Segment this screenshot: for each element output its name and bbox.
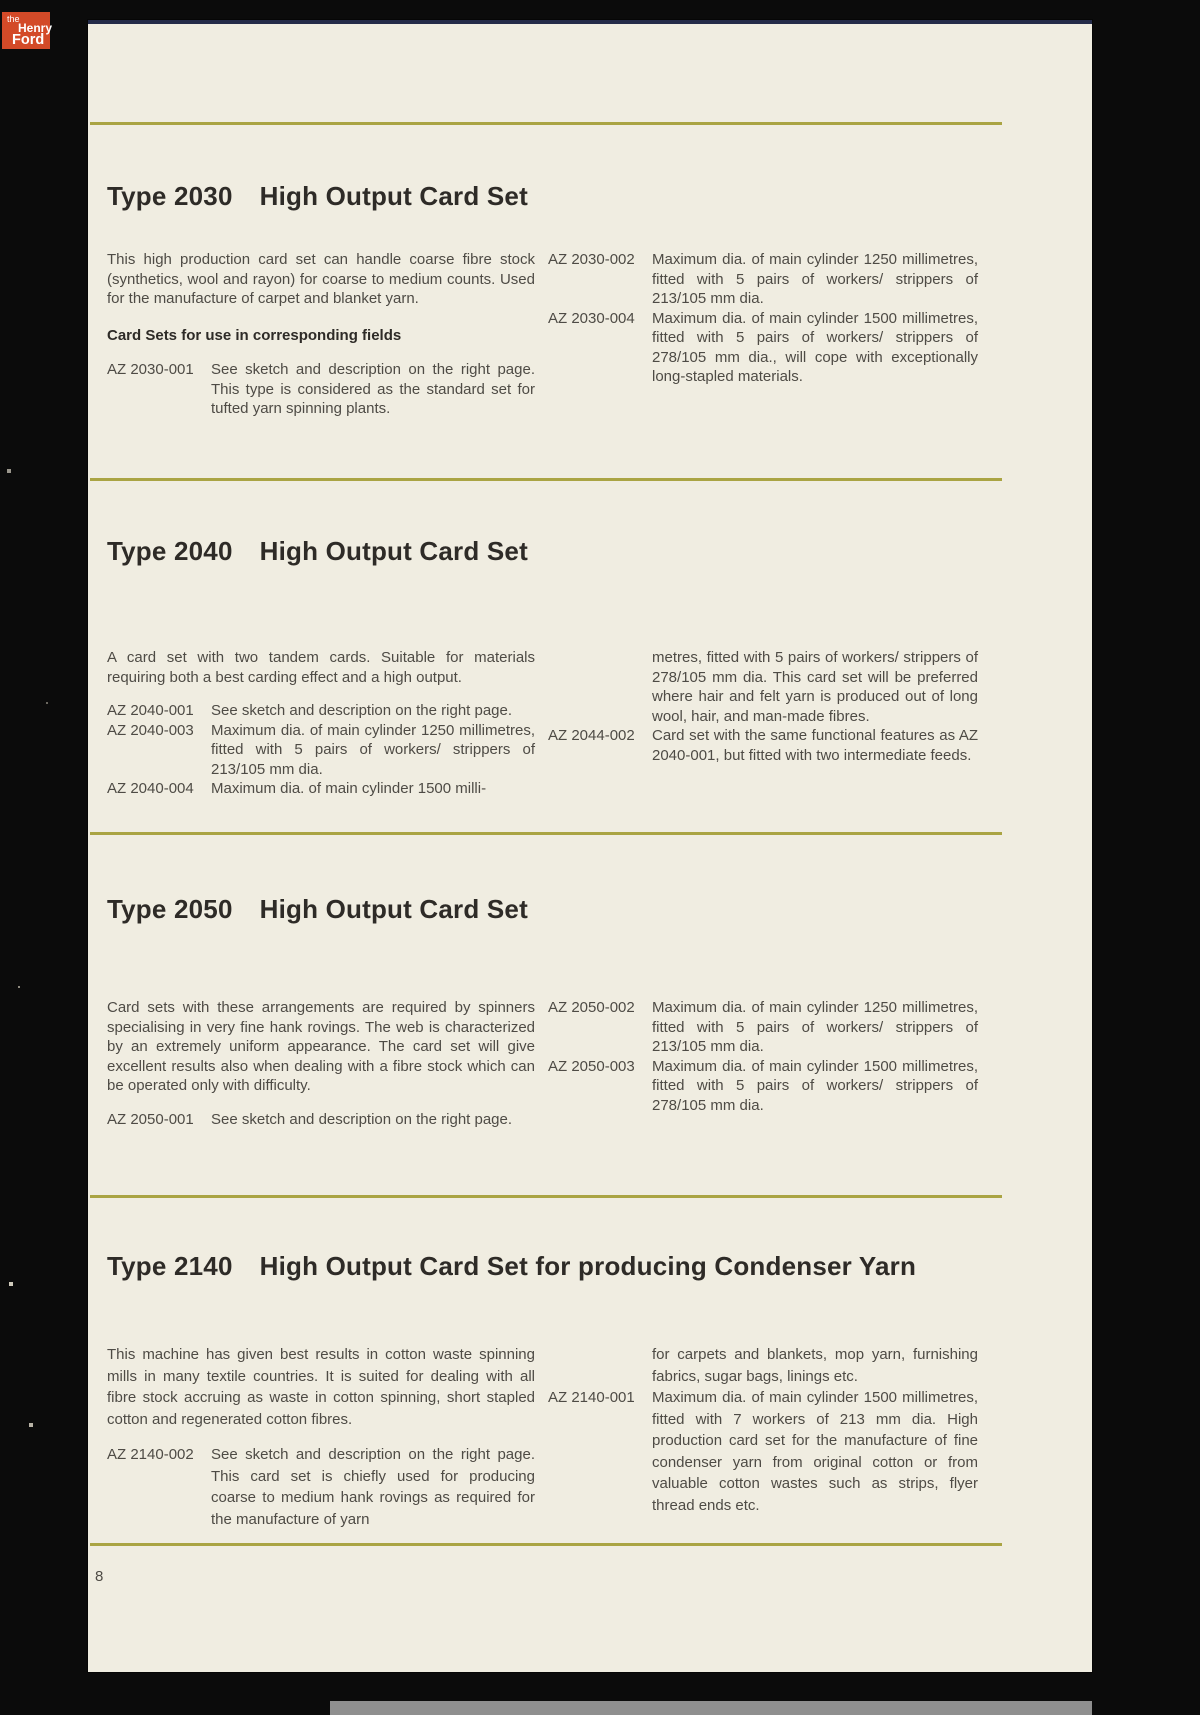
model-number: AZ 2030-001 [107,361,194,378]
logo-text-ford: Ford [12,32,45,48]
model-entry [548,309,978,387]
right-column [548,250,978,419]
section-heading [107,894,1000,924]
subheading: Card Sets for use in corresponding fields [107,326,402,344]
model-description: See sketch and description on the right page. This type is considered as the standard set for tufted yarn spinning plants. [211,361,535,417]
section-divider-rule [90,478,1002,481]
model-entry [548,1057,978,1116]
section-columns [107,1344,978,1530]
model-entry [107,1110,535,1130]
model-number: AZ 2050-002 [548,999,635,1016]
continued-text: metres, fitted with 5 pairs of workers/ strippers of 278/105 mm dia. This card set will be preferred where hair and felt yarn is produced out of long wool, hair, and man-made fibres. [652,649,978,725]
section-title: High Output Card Set [259,181,528,211]
model-entry [548,998,978,1057]
right-column [548,648,978,799]
model-number: AZ 2050-003 [548,1057,635,1075]
model-description: See sketch and description on the right page. This card set is chiefly used for producing coarse to medium hank rovings as required for the manufacture of yarn [211,1446,535,1528]
left-column [107,648,535,799]
scan-dust-specks [0,0,2,2]
model-description: Maximum dia. of main cylinder 1500 millimetres, fitted with 5 pairs of workers/ strippers of 278/105 mm dia. [652,1057,978,1114]
model-number: AZ 2140-001 [548,1389,635,1406]
model-description: Card set with the same functional features as AZ 2040-001, but fitted with two intermediate feeds. [652,727,978,764]
henry-ford-logo [2,12,53,49]
section-type-number: Type 2030 [107,181,233,211]
model-description: Maximum dia. of main cylinder 1250 millimetres, fitted with 5 pairs of workers/ strippers of 213/105 mm dia. [652,251,978,307]
model-description: Maximum dia. of main cylinder 1500 millimetres, fitted with 5 pairs of workers/ strippers of 278/105 mm dia., will cope with exceptionally long-stapled materials. [652,309,978,385]
model-entry [107,779,535,799]
model-description: Maximum dia. of main cylinder 1250 millimetres, fitted with 5 pairs of workers/ strippers of 213/105 mm dia. [211,721,535,778]
model-entry [548,250,978,309]
model-description: Maximum dia. of main cylinder 1500 millimetres, fitted with 7 workers of 213 mm dia. High production card set for the manufacture of fine condenser yarn from original cotton or from valuable cotton wastes such as strips, flyer thread ends etc. [652,1389,978,1514]
section-columns [107,998,978,1129]
model-entry [548,1387,978,1516]
section-divider-rule [90,1543,1002,1546]
right-column [548,998,978,1129]
model-number: AZ 2030-002 [548,251,635,268]
model-description: See sketch and description on the right page. [211,1110,513,1128]
left-column [107,998,535,1129]
logo-text-henry: Henry [18,21,53,35]
right-column [548,1344,978,1530]
section-type-number: Type 2050 [107,894,233,924]
continued-text: for carpets and blankets, mop yarn, furnishing fabrics, sugar bags, linings etc. [652,1346,978,1385]
section-columns [107,250,978,419]
logo-text-the: the [7,14,20,24]
scanner-edge-bar [330,1701,1092,1715]
model-entry [107,721,535,780]
section-heading [107,181,1000,211]
model-entry [548,726,978,765]
section-columns [107,648,978,799]
model-number: AZ 2040-001 [107,702,194,719]
body-paragraph: A card set with two tandem cards. Suitable for materials requiring both a best carding effect and a high output. [107,649,535,686]
body-paragraph: Card sets with these arrangements are required by spinners specialising in very fine hank rovings. The web is characterized by an extremely uniform appearance. The card set will give excellent results also when dealing with a fibre stock which can be operated only with difficulty. [107,999,535,1094]
model-number: AZ 2040-003 [107,721,194,739]
section-type-number: Type 2040 [107,536,233,566]
section-title: High Output Card Set [259,536,528,566]
model-description: Maximum dia. of main cylinder 1250 millimetres, fitted with 5 pairs of workers/ strippers of 213/105 mm dia. [652,999,978,1055]
model-number: AZ 2040-004 [107,780,194,797]
section-heading [107,1251,1000,1281]
model-number: AZ 2044-002 [548,727,635,744]
section-heading [107,536,1000,566]
section-title: High Output Card Set [259,894,528,924]
model-entry [107,701,535,721]
model-description: Maximum dia. of main cylinder 1500 milli- [211,780,487,797]
page-number: 8 [95,1568,104,1585]
section-title: High Output Card Set for producing Condenser Yarn [259,1251,917,1281]
model-description: See sketch and description on the right page. [211,702,513,719]
section-type-number: Type 2140 [107,1251,233,1281]
section-divider-rule [90,122,1002,125]
left-column [107,1344,535,1530]
left-column [107,250,535,419]
model-number: AZ 2140-002 [107,1446,194,1463]
section-divider-rule [90,1195,1002,1198]
model-entry [107,1444,535,1530]
body-paragraph: This machine has given best results in cotton waste spinning mills in many textile countries. It is suited for dealing with all fibre stock accruing as waste in cotton spinning, short stapled cotton and regenerated cotton fibres. [107,1346,535,1428]
section-divider-rule [90,832,1002,835]
model-number: AZ 2030-004 [548,309,635,327]
model-number: AZ 2050-001 [107,1110,194,1128]
body-paragraph: This high production card set can handle coarse fibre stock (synthetics, wool and rayon) for coarse to medium counts. Used for the manufacture of carpet and blanket yarn. [107,251,535,307]
model-entry [107,360,535,419]
